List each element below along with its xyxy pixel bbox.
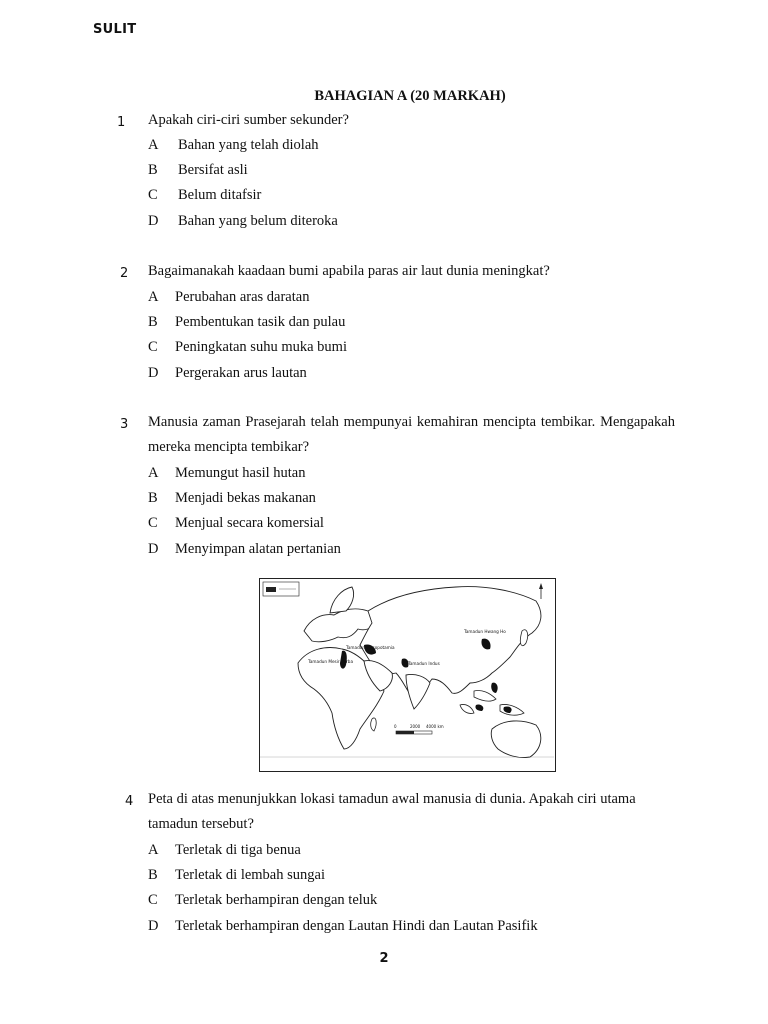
option-d[interactable]: D Pergerakan arus lautan [148, 364, 307, 381]
question-text: Bagaimanakah kaadaan bumi apabila paras air laut dunia meningkat? [148, 263, 550, 279]
option-a[interactable]: A Perubahan aras daratan [148, 289, 310, 305]
north-arrow-icon [539, 583, 543, 599]
option-d[interactable]: D Menyimpan alatan pertanian [148, 540, 341, 557]
label-mesir: Tamadun Mesir Purba [308, 659, 354, 664]
map-drawing [260, 579, 554, 770]
svg-text:2000: 2000 [410, 724, 421, 729]
option-a[interactable]: A Memungut hasil hutan [148, 465, 306, 481]
question-number: 4 [125, 794, 134, 809]
option-d[interactable]: D Terletak berhampiran dengan Lautan Hindi dan Lautan Pasifik [148, 917, 538, 934]
option-b[interactable]: B Pembentukan tasik dan pulau [148, 314, 346, 331]
legend-swatch [266, 587, 276, 592]
label-hwang-ho: Tamadun Hwang Ho [464, 629, 506, 634]
svg-text:0: 0 [394, 724, 397, 729]
page-number: 2 [379, 951, 389, 966]
option-a[interactable]: A Terletak di tiga benua [148, 842, 301, 858]
question-number: 2 [120, 266, 129, 281]
option-b[interactable]: B Menjadi bekas makanan [148, 490, 316, 507]
confidential-mark: SULIT [93, 22, 137, 37]
option-b[interactable]: B Terletak di lembah sungai [148, 867, 325, 884]
question-text: Apakah ciri-ciri sumber sekunder? [148, 112, 349, 128]
option-c[interactable]: C Belum ditafsir [148, 187, 262, 204]
world-civilizations-map [259, 578, 556, 772]
label-indus: Tamadun Indus [408, 661, 440, 666]
option-c[interactable]: C Terletak berhampiran dengan teluk [148, 892, 378, 909]
option-c[interactable]: C Peningkatan suhu muka bumi [148, 339, 347, 356]
option-list [148, 461, 688, 562]
scale-bar [394, 724, 444, 734]
option-list [148, 285, 688, 386]
option-c[interactable]: C Menjual secara komersial [148, 515, 324, 532]
section-title: BAHAGIAN A (20 MARKAH) [314, 88, 506, 104]
option-d[interactable]: D Bahan yang belum diteroka [148, 212, 338, 229]
question-number: 3 [120, 417, 129, 432]
option-list [148, 838, 688, 939]
option-a[interactable]: A Bahan yang telah diolah [148, 137, 319, 153]
question-number: 1 [117, 115, 126, 130]
option-list [148, 133, 688, 234]
label-mesopotamia: Tamadun Mesopotamia [346, 645, 395, 650]
option-b[interactable]: B Bersifat asli [148, 162, 248, 179]
australia-landmass [491, 721, 541, 758]
question-text: Manusia zaman Prasejarah telah mempunyai kemahiran mencipta tembikar. Mengapakah mereka mencipta tembikar? [148, 414, 675, 455]
question-text: Peta di atas menunjukkan lokasi tamadun awal manusia di dunia. Apakah ciri utama tamadun tersebut? [148, 791, 636, 832]
svg-text:4000 km: 4000 km [426, 724, 444, 729]
